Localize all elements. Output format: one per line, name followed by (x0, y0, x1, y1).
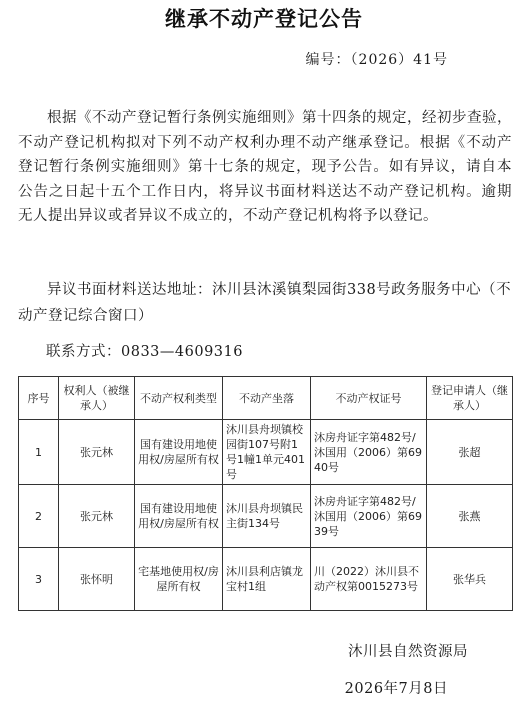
issuing-authority: 沐川县自然资源局 (348, 644, 468, 660)
issue-date: 2026年7月8日 (344, 681, 448, 697)
cell-applicant: 张超 (427, 420, 513, 485)
property-table (18, 376, 513, 611)
cell-applicant: 张燕 (427, 485, 513, 548)
table-row (19, 485, 513, 548)
header-index: 序号 (19, 377, 59, 420)
cell-rights-holder: 张元林 (59, 420, 135, 485)
page-title: 继承不动产登记公告 (165, 7, 363, 31)
header-applicant: 登记申请人（继承人） (427, 377, 513, 420)
header-location: 不动产坐落 (223, 377, 311, 420)
announcement-body (18, 106, 512, 229)
table-row (19, 548, 513, 611)
cell-index: 3 (19, 548, 59, 611)
objection-address: 异议书面材料送达地址：沐川县沐溪镇梨园街338号政务服务中心（不动产登记综合窗口） (18, 282, 512, 324)
cell-right-type: 宅基地使用权/房屋所有权 (135, 548, 223, 611)
cell-rights-holder: 张元林 (59, 485, 135, 548)
cell-location: 沐川县舟坝镇民主街134号 (223, 485, 311, 548)
document-number: 编号：（2026）41号 (305, 52, 448, 68)
cell-right-type: 国有建设用地使用权/房屋所有权 (135, 420, 223, 485)
cell-certificate-number: 沐房舟证字第482号/沐国用（2006）第6939号 (311, 485, 427, 548)
table-header-row (19, 377, 513, 420)
table-row (19, 420, 513, 485)
header-certificate-number: 不动产权证号 (311, 377, 427, 420)
cell-certificate-number: 川（2022）沐川县不动产权第0015273号 (311, 548, 427, 611)
cell-certificate-number: 沐房舟证字第482号/沐国用（2006）第6940号 (311, 420, 427, 485)
cell-location: 沐川县利店镇龙宝村1组 (223, 548, 311, 611)
cell-index: 1 (19, 420, 59, 485)
header-rights-holder: 权利人（被继承人） (59, 377, 135, 420)
cell-applicant: 张华兵 (427, 548, 513, 611)
cell-rights-holder: 张怀明 (59, 548, 135, 611)
cell-location: 沐川县舟坝镇校园街107号附1号1幢1单元401号 (223, 420, 311, 485)
body-paragraph: 根据《不动产登记暂行条例实施细则》第十四条的规定，经初步查验，不动产登记机构拟对下列不动产权利办理不动产继承登记。根据《不动产登记暂行条例实施细则》第十七条的规定，现予公告。如有异议，请自本公告之日起十五个工作日内，将异议书面材料送达不动产登记机构。逾期无人提出异议或者异议不成立的，不动产登记机构将予以登记。 (18, 110, 512, 224)
cell-index: 2 (19, 485, 59, 548)
header-right-type: 不动产权利类型 (135, 377, 223, 420)
cell-right-type: 国有建设用地使用权/房屋所有权 (135, 485, 223, 548)
contact-info: 联系方式：0833—4609316 (46, 344, 243, 360)
